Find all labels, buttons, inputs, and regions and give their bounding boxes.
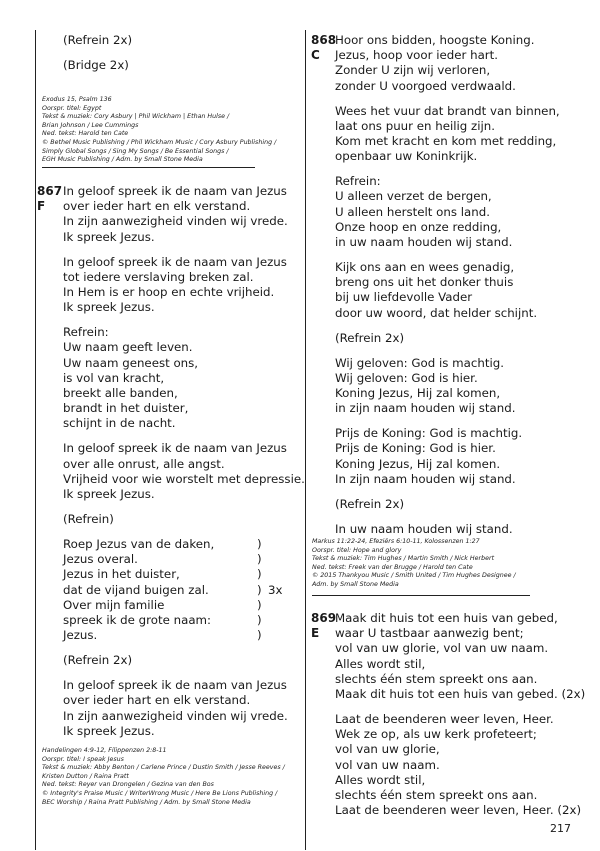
credit-line: Kristen Dutton / Raina Pratt (42, 772, 129, 780)
lyric-line: Vrijheid voor wie worstelt met depressie. (63, 471, 305, 486)
lyric-line: Jezus in het duister, (63, 567, 180, 582)
lyric-line: bij uw liefdevolle Vader (335, 290, 473, 305)
lyric-line: Wij geloven: God is hier. (335, 370, 478, 385)
lyric-line: (Refrein 2x) (335, 496, 405, 511)
lyric-line: schijnt in de nacht. (63, 416, 176, 431)
lyric-line: over ieder hart en elk verstand. (63, 693, 251, 708)
lyric-line: Wees het vuur dat brandt van binnen, (335, 103, 560, 118)
credit-line: BEC Worship / Raina Pratt Publishing / Adm. by Small Stone Media (42, 798, 251, 806)
lyric-line: Prijs de Koning: God is hier. (335, 441, 496, 456)
lyric-line: vol van uw naam. (335, 757, 440, 772)
lyric-line: over alle onrust, alle angst. (63, 456, 225, 471)
lyric-line: (Refrein 2x) (335, 330, 405, 345)
section-divider (42, 167, 255, 168)
credit-line: Tekst & muziek: Cory Asbury | Phil Wickham | Ethan Hulse / (42, 113, 230, 121)
song-number: 867 (37, 184, 63, 198)
lyric-line: Laat de beenderen weer leven, Heer. (2x) (335, 803, 582, 818)
lyric-line: in uw naam houden wij stand. (335, 235, 513, 249)
lyric-line: Koning Jezus, Hij zal komen, (335, 386, 501, 400)
lyric-line: openbaar uw Koninkrijk. (335, 149, 478, 164)
lyric-line: Roep Jezus van de daken, (63, 537, 215, 551)
repeat-bracket: ) (257, 567, 262, 582)
lyric-line: Ik spreek Jezus. (63, 723, 155, 738)
song-number: 869 (311, 611, 337, 625)
lyric-line: Uw naam geneest ons, (63, 355, 199, 370)
lyric-line: brandt in het duister, (63, 401, 189, 416)
section-divider (312, 595, 530, 596)
credit-line: Ned. tekst: Freek van der Brugge / Harold ten Cate (312, 563, 473, 571)
lyric-line: Onze hoop en onze redding, (335, 219, 502, 234)
credit-line: © Integrity's Praise Music / WriterWrong Music / Here Be Lions Publishing / (42, 790, 278, 797)
lyric-line: In geloof spreek ik de naam van Jezus (63, 678, 287, 693)
credit-line: Ned. tekst: Harold ten Cate (42, 130, 129, 138)
credit-line: Brian Johnson / Lee Cummings (42, 121, 139, 129)
lyric-line: zonder U voorgoed verdwaald. (335, 78, 516, 93)
song-key: E (311, 626, 320, 640)
song-key: C (311, 48, 320, 62)
lyric-line: Uw naam geeft leven. (63, 340, 193, 355)
lyric-line: Alles wordt stil, (335, 656, 426, 671)
lyric-line: (Refrein 2x) (63, 653, 133, 668)
lyric-line: Kom met kracht en kom met redding, (335, 134, 557, 148)
lyric-line: Maak dit huis tot een huis van gebed, (335, 611, 558, 625)
refrain-instruction: (Refrein 2x) (63, 33, 133, 47)
credit-line: Oorspr. titel: Egypt (42, 104, 102, 112)
lyric-line: In geloof spreek ik de naam van Jezus (63, 441, 287, 456)
bridge-instruction: (Bridge 2x) (63, 58, 129, 72)
lyric-line: In Hem is er hoop en echte vrijheid. (63, 285, 275, 299)
lyric-line: In zijn aanwezigheid vinden wij vrede. (63, 214, 288, 229)
lyric-line: (Refrein) (63, 512, 114, 526)
lyric-line: tot iedere verslaving breken zal. (63, 269, 254, 284)
repeat-bracket: ) (257, 582, 262, 597)
lyric-line: vol van uw glorie, vol van uw naam. (335, 641, 549, 656)
lyric-line: Prijs de Koning: God is machtig. (335, 426, 523, 441)
lyric-line: Hoor ons bidden, hoogste Koning. (335, 33, 535, 47)
lyric-line: spreek ik de grote naam: (63, 613, 212, 627)
lyric-line: breekt alle banden, (63, 386, 178, 400)
lyric-line: In geloof spreek ik de naam van Jezus (63, 184, 287, 198)
credit-line: Tekst & muziek: Tim Hughes / Martin Smith / Nick Herbert (312, 555, 495, 563)
lyric-line: slechts één stem spreekt ons aan. (335, 788, 538, 802)
repeat-bracket: ) (257, 613, 262, 627)
lyric-line: Refrein: (63, 325, 109, 340)
credit-line: Markus 11:22-24, Efeziërs 6:10-11, Kolossenzen 1:27 (312, 538, 480, 545)
lyric-line: U alleen herstelt ons land. (335, 204, 490, 219)
lyric-line: Koning Jezus, Hij zal komen. (335, 456, 501, 471)
lyric-line: U alleen verzet de bergen, (335, 189, 492, 204)
lyric-line: Wij geloven: God is machtig. (335, 355, 504, 370)
lyric-line: In geloof spreek ik de naam van Jezus (63, 254, 287, 269)
lyric-line: dat de vijand buigen zal. (63, 582, 209, 597)
lyric-line: Ik spreek Jezus. (63, 487, 155, 501)
lyric-line: Jezus. (63, 628, 98, 643)
lyric-line: Ik spreek Jezus. (63, 300, 155, 315)
lyric-line: Refrein: (335, 174, 381, 189)
credit-line: Oorspr. titel: I speak Jesus (42, 755, 124, 763)
credit-line: EGH Music Publishing / Adm. by Small Stone Media (42, 156, 203, 164)
lyric-line: In zijn naam houden wij stand. (335, 471, 516, 486)
credit-line: © 2015 Thankyou Music / Smith United / Tim Hughes Designee / (312, 572, 516, 580)
lyric-line: Ik spreek Jezus. (63, 229, 155, 244)
lyric-line: Over mijn familie (63, 597, 165, 612)
lyric-line: In zijn aanwezigheid vinden wij vrede. (63, 708, 288, 723)
repeat-bracket: ) (257, 597, 262, 612)
song-key: F (37, 199, 46, 213)
credit-line: Tekst & muziek: Abby Benton / Carlene Prince / Dustin Smith / Jesse Reeves / (42, 764, 285, 772)
song-number: 868 (311, 33, 337, 47)
repeat-bracket: ) (257, 552, 262, 567)
credit-line: Oorspr. titel: Hope and glory (312, 546, 402, 554)
lyric-line: in zijn naam houden wij stand. (335, 401, 516, 416)
repeat-bracket: ) (257, 628, 262, 643)
lyric-line: Jezus, hoop voor ieder hart. (335, 48, 499, 63)
lyric-line: door uw woord, dat helder schijnt. (335, 305, 538, 320)
lyric-line: Maak dit huis tot een huis van gebed. (2x) (335, 687, 586, 701)
credit-line: © Bethel Music Publishing / Phil Wickham Music / Cory Asbury Publishing / (42, 139, 277, 146)
lyric-line: breng ons uit het donker thuis (335, 275, 514, 290)
lyric-line: Laat de beenderen weer leven, Heer. (335, 712, 554, 726)
lyric-line: Jezus overal. (63, 552, 138, 567)
lyric-line: Wek ze op, als uw kerk profeteert; (335, 727, 537, 742)
lyric-line: is vol van kracht, (63, 370, 165, 385)
lyric-line: Kijk ons aan en wees genadig, (335, 260, 515, 274)
credit-line: Ned. tekst: Reyer van Drongelen / Gezina van den Bos (42, 781, 214, 789)
credit-line: Adm. by Small Stone Media (312, 581, 399, 588)
credit-line: Exodus 15, Psalm 136 (42, 96, 112, 103)
repeat-count: 3x (268, 582, 283, 597)
lyric-line: Alles wordt stil, (335, 772, 426, 787)
lyric-line: slechts één stem spreekt ons aan. (335, 671, 538, 686)
page-number: 217 (550, 822, 571, 835)
repeat-bracket: ) (257, 537, 262, 551)
lyric-line: over ieder hart en elk verstand. (63, 199, 251, 214)
lyric-line: laat ons puur en heilig zijn. (335, 118, 496, 133)
lyric-line: waar U tastbaar aanwezig bent; (335, 626, 524, 641)
credit-line: Handelingen 4:9-12, Filippenzen 2:8-11 (42, 747, 167, 754)
lyric-line: In uw naam houden wij stand. (335, 521, 513, 536)
lyric-line: vol van uw glorie, (335, 742, 440, 757)
lyric-line: Zonder U zijn wij verloren, (335, 63, 491, 78)
credit-line: Simply Global Songs / Sing My Songs / Be Essential Songs / (42, 147, 229, 155)
